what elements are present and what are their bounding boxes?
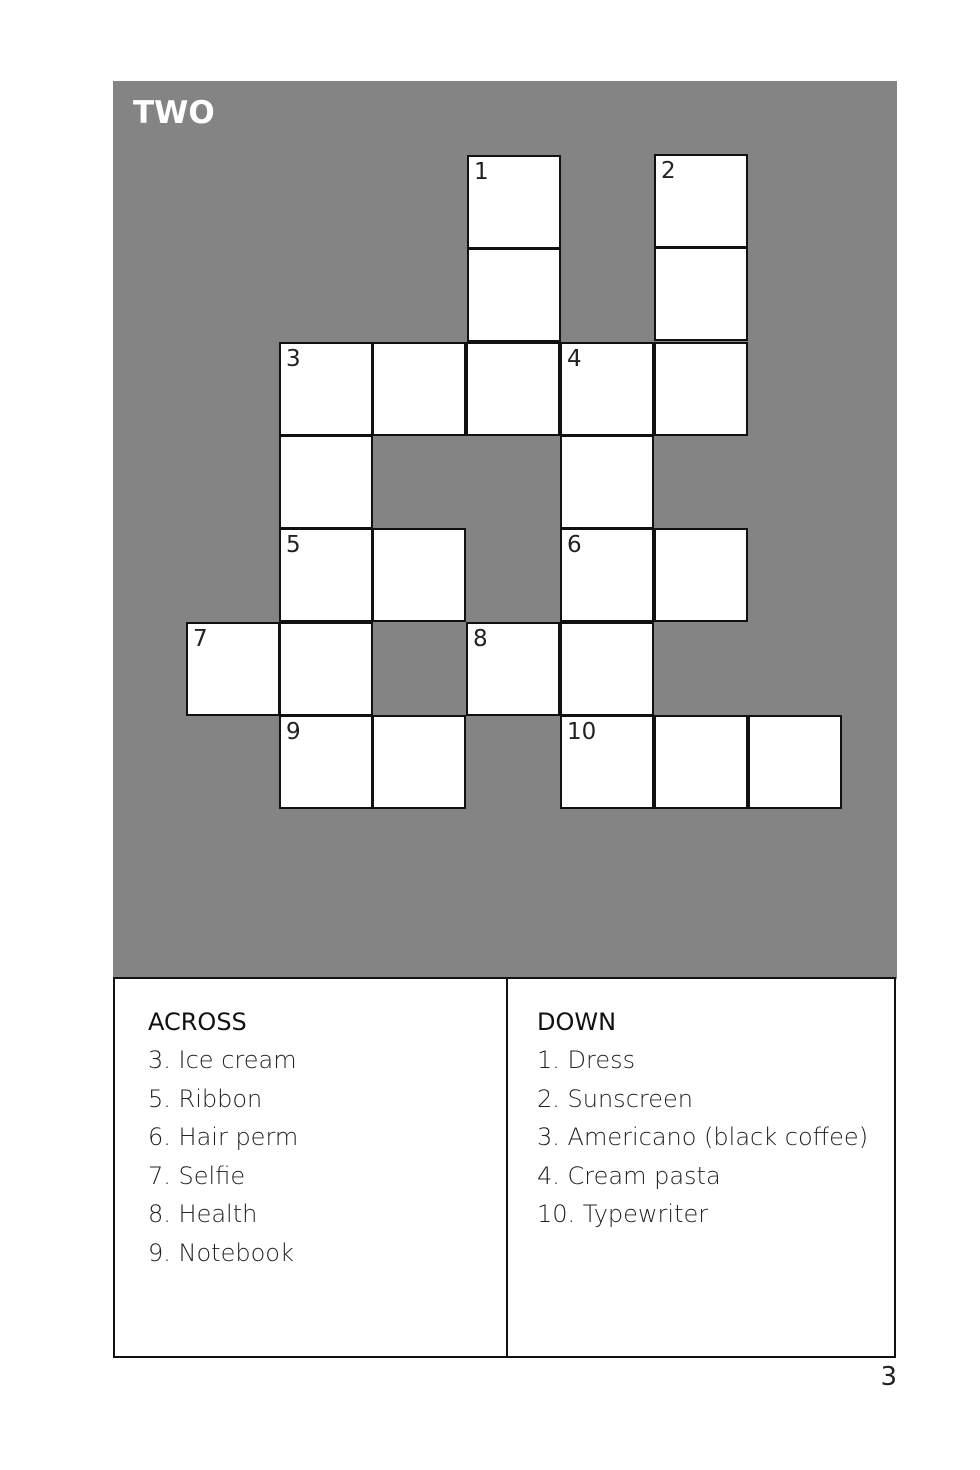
grid-cell[interactable] xyxy=(654,154,748,248)
grid-cell[interactable] xyxy=(654,528,748,622)
down-clue: 1. Dress xyxy=(537,1046,636,1074)
grid-cell[interactable] xyxy=(748,715,842,809)
across-clue: 7. Selfie xyxy=(148,1161,246,1190)
across-clues xyxy=(148,1003,298,1272)
grid-cell[interactable] xyxy=(560,342,654,436)
across-clue: 9. Notebook xyxy=(148,1238,294,1267)
down-clue: 2. Sunscreen xyxy=(537,1084,693,1113)
clue-number: 5 xyxy=(286,532,301,558)
grid-cell[interactable] xyxy=(372,528,466,622)
grid-cell[interactable] xyxy=(279,715,373,809)
grid-cell[interactable] xyxy=(654,247,748,341)
clue-number: 9 xyxy=(286,719,301,745)
crossword-panel xyxy=(113,81,897,979)
grid-cell[interactable] xyxy=(372,715,466,809)
grid-cell[interactable] xyxy=(279,435,373,529)
clues-divider xyxy=(506,979,508,1356)
clue-number: 8 xyxy=(473,626,488,652)
down-clue: 3. Americano (black coffee) xyxy=(537,1123,869,1151)
page-number: 3 xyxy=(880,1362,897,1392)
grid-cell[interactable] xyxy=(560,528,654,622)
grid-cell[interactable] xyxy=(560,435,654,529)
grid-cell[interactable] xyxy=(466,342,560,436)
grid-cell[interactable] xyxy=(279,622,373,716)
across-heading: ACROSS xyxy=(148,1008,247,1036)
grid-cell[interactable] xyxy=(560,715,654,809)
grid-cell[interactable] xyxy=(279,342,373,436)
down-clue: 10. Typewriter xyxy=(537,1200,709,1228)
across-clue: 5. Ribbon xyxy=(148,1084,263,1113)
clue-number: 6 xyxy=(567,532,582,558)
across-clue: 6. Hair perm xyxy=(148,1123,299,1151)
across-clue: 8. Health xyxy=(148,1200,258,1228)
down-clues xyxy=(537,1003,868,1234)
down-heading: DOWN xyxy=(537,1008,617,1036)
clue-number: 4 xyxy=(567,346,582,372)
clue-number: 10 xyxy=(567,719,597,745)
clue-number: 1 xyxy=(474,159,489,185)
grid-cell[interactable] xyxy=(186,622,280,716)
puzzle-title: TWO xyxy=(133,95,215,131)
grid-cell[interactable] xyxy=(654,342,748,436)
across-clue: 3. Ice cream xyxy=(148,1046,297,1074)
grid-cell[interactable] xyxy=(372,342,466,436)
down-clue: 4. Cream pasta xyxy=(537,1161,721,1190)
grid-cell[interactable] xyxy=(654,715,748,809)
grid-cell[interactable] xyxy=(466,622,560,716)
clue-number: 7 xyxy=(193,626,208,652)
clues-box xyxy=(113,977,896,1358)
grid-cell[interactable] xyxy=(467,155,561,249)
clue-number: 2 xyxy=(661,158,676,184)
clue-number: 3 xyxy=(286,346,301,372)
grid-cell[interactable] xyxy=(279,528,373,622)
grid-cell[interactable] xyxy=(560,622,654,716)
grid-cell[interactable] xyxy=(467,248,561,342)
